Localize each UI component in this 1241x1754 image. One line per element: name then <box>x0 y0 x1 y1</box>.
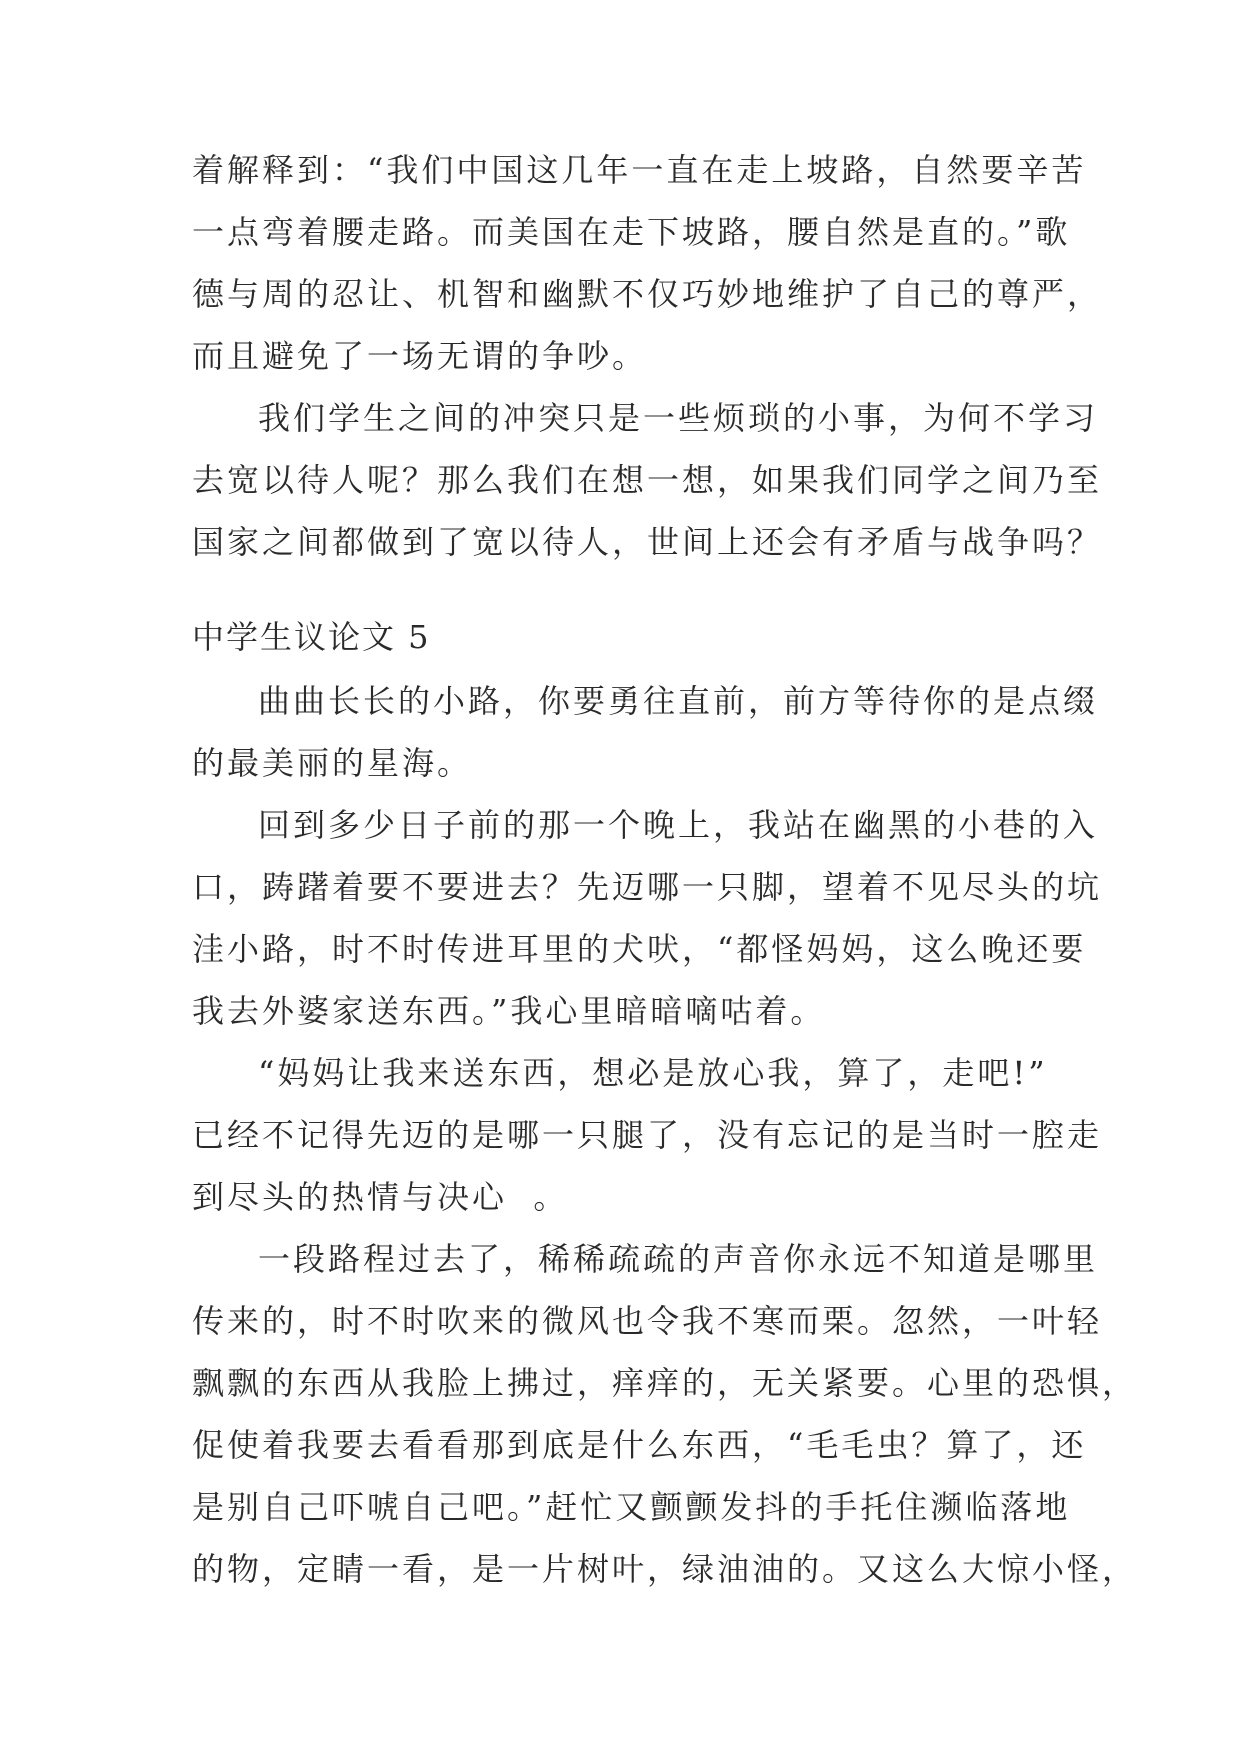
paragraph-6-line: 飘飘的东西从我脸上拂过，痒痒的，无关紧要。心里的恐惧， <box>192 1364 1138 1402</box>
paragraph-1-line: 着解释到：“我们中国这几年一直在走上坡路，自然要辛苦 <box>192 151 1087 189</box>
paragraph-4-line: 洼小路，时不时传进耳里的犬吠，“都怪妈妈，这么晚还要 <box>192 930 1087 968</box>
paragraph-6-line: 是别自己吓唬自己吧。”赶忙又颤颤发抖的手托住濒临落地 <box>192 1488 1071 1526</box>
paragraph-1-line: 而且避免了一场无谓的争吵。 <box>192 337 648 375</box>
paragraph-2-line: 去宽以待人呢？那么我们在想一想，如果我们同学之间乃至 <box>192 461 1103 499</box>
paragraph-3-line: 曲曲长长的小路，你要勇往直前，前方等待你的是点缀 <box>258 682 1099 720</box>
paragraph-3-line: 的最美丽的星海。 <box>192 744 473 782</box>
paragraph-2-line: 国家之间都做到了宽以待人，世间上还会有矛盾与战争吗？ <box>192 523 1103 561</box>
paragraph-6-line: 传来的，时不时吹来的微风也令我不寒而栗。忽然，一叶轻 <box>192 1302 1103 1340</box>
paragraph-5-line: 已经不记得先迈的是哪一只腿了，没有忘记的是当时一腔走 <box>192 1116 1103 1154</box>
paragraph-6-line: 的物，定睛一看，是一片树叶，绿油油的。又这么大惊小怪， <box>192 1550 1138 1588</box>
paragraph-1-line: 德与周的忍让、机智和幽默不仅巧妙地维护了自己的尊严， <box>192 275 1103 313</box>
paragraph-4-line: 口，踌躇着要不要进去？先迈哪一只脚，望着不见尽头的坑 <box>192 868 1103 906</box>
paragraph-6-line: 促使着我要去看看那到底是什么东西，“毛毛虫？算了，还 <box>192 1426 1087 1464</box>
paragraph-2-line: 我们学生之间的冲突只是一些烦琐的小事，为何不学习 <box>258 399 1099 437</box>
paragraph-5-line: “妈妈让我来送东西，想必是放心我，算了，走吧!” <box>258 1054 1048 1092</box>
paragraph-6-line: 一段路程过去了，稀稀疏疏的声音你永远不知道是哪里 <box>258 1240 1099 1278</box>
paragraph-4-line: 我去外婆家送东西。”我心里暗暗嘀咕着。 <box>192 992 826 1030</box>
paragraph-4-line: 回到多少日子前的那一个晚上，我站在幽黑的小巷的入 <box>258 806 1099 844</box>
paragraph-1-line: 一点弯着腰走路。而美国在走下坡路，腰自然是直的。”歌 <box>192 213 1071 251</box>
section-heading: 中学生议论文 5 <box>192 618 431 656</box>
paragraph-5-line: 到尽头的热情与决心 。 <box>192 1178 569 1216</box>
